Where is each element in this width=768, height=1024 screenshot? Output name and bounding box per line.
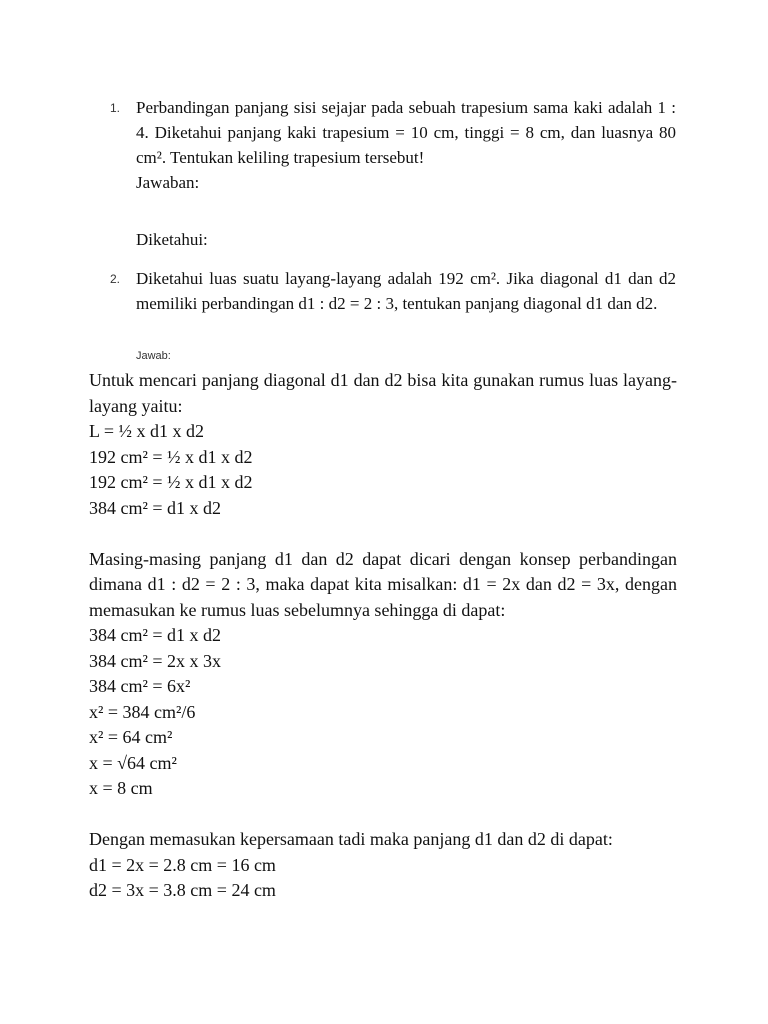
question-2: [110, 266, 676, 316]
final-line-d1: d1 = 2x = 2.8 cm = 16 cm: [89, 854, 276, 875]
formula-line: L = ½ x d1 x d2: [89, 421, 204, 441]
final-intro: Dengan memasukan kepersamaan tadi maka panjang d1 dan d2 di dapat:: [89, 829, 613, 849]
step-line: 384 cm² = 2x x 3x: [89, 650, 222, 671]
formula-line: 192 cm² = ½ x d1 x d2: [89, 472, 253, 492]
step-line: 384 cm² = 6x²: [89, 676, 191, 696]
question-1-number: 1.: [110, 101, 121, 115]
step-line: 384 cm² = d1 x d2: [89, 625, 222, 645]
final-line-d2: d2 = 3x = 3.8 cm = 24 cm: [89, 880, 276, 900]
step-line: x = 8 cm: [89, 778, 153, 798]
solution-intro: Untuk mencari panjang diagonal d1 dan d2 bisa kita gunakan rumus luas layang-layang yaitu:: [89, 370, 677, 416]
formula-line: 192 cm² = ½ x d1 x d2: [89, 446, 253, 467]
ratio-paragraph: Masing-masing panjang d1 dan d2 dapat dicari dengan konsep perbandingan dimana d1 : d2 = 2 : 3, maka dapat kita misalkan: d1 = 2x dan d2 = 3x, dengan memasukan ke rumus luas sebelumnya sehingga di dapat:: [89, 548, 677, 620]
question-1-answer-label: Jawaban:: [136, 173, 200, 192]
question-1-text: Perbandingan panjang sisi sejajar pada sebuah trapesium sama kaki adalah 1 : 4. Diketahui panjang kaki trapesium = 10 cm, tinggi = 8 cm, dan luasnya 80 cm². Tentukan keliling trapesium tersebut!: [136, 98, 676, 167]
question-2-answer-label: Jawab:: [136, 350, 171, 362]
step-line: x² = 64 cm²: [89, 727, 173, 747]
question-2-text: Diketahui luas suatu layang-layang adalah 192 cm². Jika diagonal d1 dan d2 memiliki perbandingan d1 : d2 = 2 : 3, tentukan panjang diagonal d1 dan d2.: [136, 269, 676, 313]
question-1: [110, 95, 676, 252]
question-1-known-label: Diketahui:: [136, 230, 208, 249]
question-2-number: 2.: [110, 272, 121, 286]
step-line: x² = 384 cm²/6: [89, 701, 196, 722]
step-line: x = √64 cm²: [89, 752, 177, 773]
formula-line: 384 cm² = d1 x d2: [89, 497, 222, 518]
solution-block: [89, 368, 677, 904]
